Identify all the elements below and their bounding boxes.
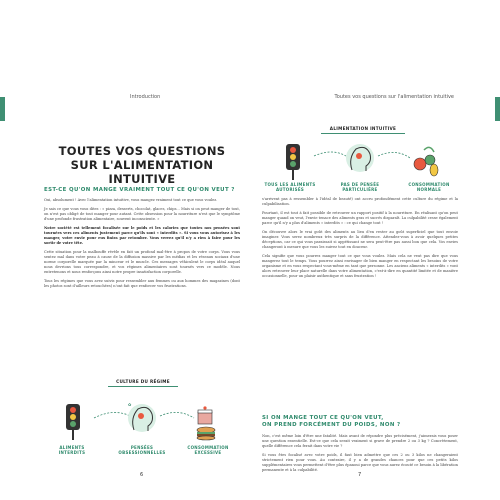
paragraph (44, 226, 240, 246)
culture-box (108, 379, 178, 387)
title-line-1: TOUTES VOS QUESTIONS (58, 144, 226, 158)
fruits-vegetables-icon (414, 147, 438, 176)
caption-right: CONSOMMATION NORMALE (408, 182, 450, 192)
paragraph: s'arrivent pas à ressembler à l'idéal de beauté) ont accru profondément cette culture du régime et la culpabilisation. (262, 197, 458, 206)
body-text (262, 434, 458, 477)
culture-label: CULTURE DU RÉGIME (116, 379, 170, 384)
paragraph: Non, c'est même loin d'être une fatalité. Mais avant de répondre plus précisément, j'aimerais vous poser une question essentielle. Est-ce que cela serait vraiment si grave de prendre 2 ou 3 kg ? Concrètement, quelle différence cela ferait dans votre vie ? (262, 434, 458, 448)
alimentation-label: ALIMENTATION INTUITIVE (329, 126, 397, 131)
body-text (262, 197, 458, 283)
question-line-2: ON PREND FORCÉMENT DU POIDS, NON ? (262, 422, 401, 428)
body-text (44, 198, 240, 293)
paragraph: On découvre alors le vrai goût des aliments au lieu d'en rester au goût superficiel que tout envoie imaginer. Vous serez nombreux très surpris de la différence. Attendez-vous à avoir quelques petites déceptions, car ce qui vous paraissait si appétissant ne sera peut-être pas aussi bon que cela. Vos envies changeront à mesure que vous les suivez tout en douceur. (262, 230, 458, 249)
paragraph: Je sais ce que vous vous dites : « pizza, desserts, chocolat, glaces, chips... Mais si on peut manger de tout, on n'est pas obligé de tout manger pour autant. Cette obsession pour la nourriture n'est que le symptôme d'une profonde frustration alimentaire, souvent inconsciente. » (44, 207, 240, 221)
running-head: Introduction (130, 94, 161, 100)
head-apple-icon (128, 402, 156, 432)
right-edge-tab (495, 97, 500, 121)
caption-right: CONSOMMATION EXCESSIVE (187, 445, 229, 455)
question-line-1: SI ON MANGE TOUT CE QU'ON VEUT, (262, 415, 384, 421)
running-head: Toutes vos questions sur l'alimentation intuitive (334, 94, 454, 100)
paragraph: Cette situation pour la malbouffe révèle en fait un profond mal-être à propos de votre corps. Vous vous sentez mal dans votre peau à cause de la diffusion massive par les médias et les réseaux sociaux d'une norme corporelle marquée par la minceur et le muscle. Ces messages véhiculent le corps idéal auquel nous devrions tous correspondre, et vos régimes alimentaires sont tournés vers ce modèle. Nous entretenons et nous renforçons ainsi notre propre insatisfaction corporelle. (44, 250, 240, 274)
traffic-light-icon (286, 144, 300, 180)
cake-burger-icon (197, 406, 215, 440)
page-number: 6 (140, 472, 144, 478)
svg-text:✿: ✿ (128, 402, 132, 407)
paragraph: Si vous êtes focalisé avec votre poids, il faut bien admettre que ces 2 ou 3 kilos ne changeraient strictement rien pour vous. Au contraire, il y a de grandes chances pour que ces petits kilos supplémentaires vous permettent d'être plus épanoui parce que vous aurez écouté ce besoin à la libération permanente et à la culpabilité. (262, 453, 458, 472)
paragraph: Pourtant, il est tout à fait possible de retrouver un rapport positif à la nourriture. En réalisant qu'on peut manger quand on veut, l'envie tenace des aliments gras et sucrés disparaît. La culpabilité cesse également parce qu'il n'y a plus d'aliments « interdits » : ce qui change tout ! (262, 211, 458, 225)
bold-paragraph: Notre société est tellement focalisée sur le poids et les calories que toutes nos pensées sont tournées vers ces aliments justement parce qu'ils sont « interdits ». Si vous vous autorisez à les manger, votre envie pour eux finira par retomber. Vous verrez qu'il n'y a rien à faire pour les sortir de votre tête. (44, 226, 240, 245)
caption-middle: PENSÉES OBSESSIONNELLES (118, 445, 166, 455)
left-edge-tab (0, 97, 5, 121)
caption-left: ALIMENTS INTERDITS (58, 445, 86, 455)
divider (321, 133, 405, 134)
paragraph: Tous les régimes que vous avez suivis pour ressembler aux femmes ou aux hommes des magazines (dont les photos sont d'ailleurs retouchées) n'ont fait que renforcer vos frustrations. (44, 279, 240, 288)
caption-middle: PAS DE PENSÉE PARTICULIÈRE (340, 182, 380, 192)
title-line-2: SUR L'ALIMENTATION INTUITIVE (70, 158, 214, 186)
question-heading: EST-CE QU'ON MANGE VRAIMENT TOUT CE QU'ON VEUT ? (44, 187, 235, 193)
paragraph: Cela signifie que vous pourrez manger tout ce que vous voulez. Mais cela ne veut pas dire que vous mangerez tout le temps. Vous pourrez ainsi envisager de bien manger en respectant les besoins de votre organisme et en vous respectant vous-même en tant que personne. Les anciens aliments « interdits » vont alors retrouver leur place naturelle dans votre alimentation, c'est-à-dire en quantité limitée et de manière occasionnelle, pour un plaisir authentique et sans frustration ! (262, 254, 458, 278)
alimentation-box (321, 126, 405, 134)
page-number: 7 (358, 472, 362, 478)
head-apple-icon (346, 144, 374, 172)
divider (108, 386, 178, 387)
page-title (44, 144, 240, 186)
left-page (44, 84, 240, 484)
traffic-light-icon (66, 404, 80, 440)
paragraph: Oui, absolument ! Avec l'alimentation intuitive, vous mangez vraiment tout ce que vous voulez. (44, 198, 218, 202)
question-heading (262, 415, 458, 429)
right-page (262, 84, 458, 484)
caption-left: TOUS LES ALIMENTS AUTORISÉS (264, 182, 316, 192)
